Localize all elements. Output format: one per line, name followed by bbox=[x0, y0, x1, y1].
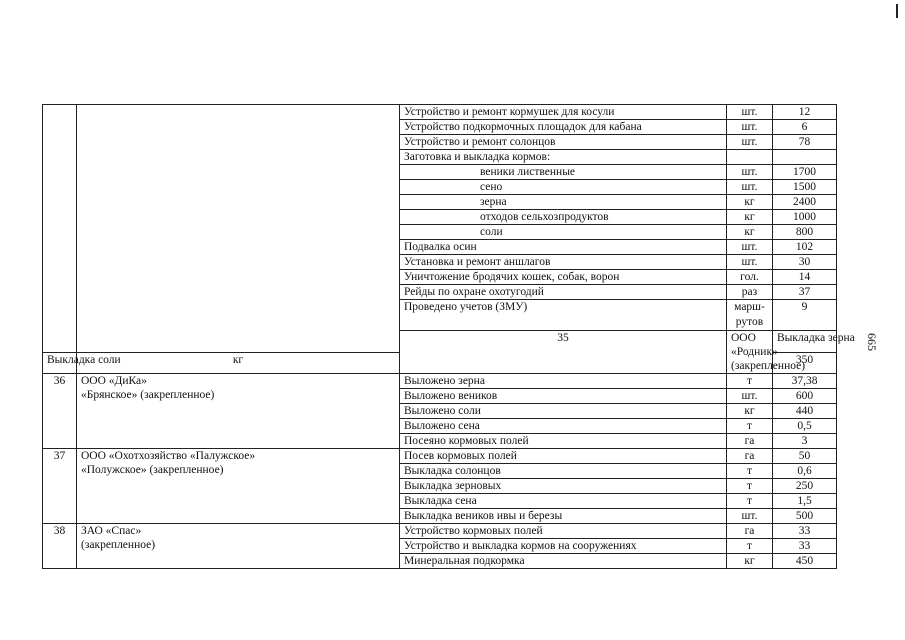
unit-cell: кг bbox=[727, 404, 773, 419]
unit-cell: шт. bbox=[727, 135, 773, 150]
value-cell: 0,6 bbox=[773, 464, 837, 479]
organization-line: ООО «ДиКа» bbox=[81, 375, 147, 387]
organization-line: ООО «Родник» bbox=[731, 332, 778, 358]
unit-cell: т bbox=[727, 479, 773, 494]
organization-cell bbox=[77, 374, 400, 449]
activity-cell: Посев кормовых полей bbox=[400, 449, 727, 464]
value-cell: 37,38 bbox=[773, 374, 837, 389]
value-cell: 1700 bbox=[773, 165, 837, 180]
value-cell: 350 bbox=[773, 352, 837, 374]
unit-cell: кг bbox=[727, 210, 773, 225]
unit-cell: т bbox=[727, 374, 773, 389]
unit-cell: га bbox=[727, 524, 773, 539]
value-cell: 6 bbox=[773, 120, 837, 135]
value-cell bbox=[773, 150, 837, 165]
table-row bbox=[43, 524, 837, 539]
table-row bbox=[43, 449, 837, 464]
value-cell: 12 bbox=[773, 105, 837, 120]
unit-cell: шт. bbox=[727, 255, 773, 270]
activity-cell: отходов сельхозпродуктов bbox=[400, 210, 727, 225]
activity-cell: Устройство и выкладка кормов на сооружениях bbox=[400, 539, 727, 554]
activity-cell: Выложено соли bbox=[400, 404, 727, 419]
value-cell: 50 bbox=[773, 449, 837, 464]
activity-cell: зерна bbox=[400, 195, 727, 210]
activity-cell: Выложено сена bbox=[400, 419, 727, 434]
activity-cell: Выкладка зерна bbox=[773, 331, 837, 353]
activity-cell: Выкладка соли bbox=[43, 352, 77, 374]
value-cell: 600 bbox=[773, 389, 837, 404]
unit-cell: шт. bbox=[727, 180, 773, 195]
unit-cell: шт. bbox=[727, 389, 773, 404]
organization-cell bbox=[77, 524, 400, 569]
activity-cell: Подвалка осин bbox=[400, 240, 727, 255]
value-cell: 33 bbox=[773, 539, 837, 554]
value-cell: 78 bbox=[773, 135, 837, 150]
value-cell: 1500 bbox=[773, 180, 837, 195]
unit-line: рутов bbox=[735, 316, 764, 328]
organization-line: (закрепленное) bbox=[731, 360, 806, 372]
table-row bbox=[43, 105, 837, 120]
unit-line: марш- bbox=[734, 301, 765, 313]
organization-line: «Полужское» (закрепленное) bbox=[81, 464, 224, 476]
unit-cell: шт. bbox=[727, 120, 773, 135]
activity-cell: Минеральная подкормка bbox=[400, 554, 727, 569]
unit-cell bbox=[727, 150, 773, 165]
unit-cell: гол. bbox=[727, 270, 773, 285]
activity-cell: Уничтожение бродячих кошек, собак, ворон bbox=[400, 270, 727, 285]
unit-cell: т bbox=[727, 539, 773, 554]
activity-cell: Выложено веников bbox=[400, 389, 727, 404]
activity-cell: Выкладка солонцов bbox=[400, 464, 727, 479]
unit-cell: шт. bbox=[727, 105, 773, 120]
value-cell: 500 bbox=[773, 509, 837, 524]
unit-cell: га bbox=[727, 449, 773, 464]
unit-cell: шт. bbox=[727, 165, 773, 180]
activity-cell: Проведено учетов (ЗМУ) bbox=[400, 300, 727, 331]
page-edge-mark bbox=[896, 4, 898, 18]
unit-cell: кг bbox=[77, 352, 400, 374]
unit-cell bbox=[727, 300, 773, 331]
activity-cell: Выкладка зерновых bbox=[400, 479, 727, 494]
row-number: 36 bbox=[43, 374, 77, 449]
value-cell: 440 bbox=[773, 404, 837, 419]
unit-cell: т bbox=[727, 419, 773, 434]
unit-cell: раз bbox=[727, 285, 773, 300]
unit-cell: кг bbox=[727, 554, 773, 569]
organization-line: «Брянское» (закрепленное) bbox=[81, 389, 215, 401]
value-cell: 450 bbox=[773, 554, 837, 569]
activity-cell: Заготовка и выкладка кормов: bbox=[400, 150, 727, 165]
organization-cell bbox=[77, 449, 400, 524]
unit-cell: га bbox=[727, 434, 773, 449]
organization-line: ООО «Охотхозяйство «Палужское» bbox=[81, 450, 256, 462]
activity-cell: Рейды по охране охотугодий bbox=[400, 285, 727, 300]
organization-cell bbox=[77, 105, 400, 353]
unit-cell: т bbox=[727, 494, 773, 509]
activity-cell: Установка и ремонт аншлагов bbox=[400, 255, 727, 270]
value-cell: 1000 bbox=[773, 210, 837, 225]
activity-cell: Выложено зерна bbox=[400, 374, 727, 389]
value-cell: 9 bbox=[773, 300, 837, 331]
unit-cell: кг bbox=[727, 195, 773, 210]
unit-cell: т bbox=[727, 464, 773, 479]
value-cell: 30 bbox=[773, 255, 837, 270]
activity-cell: Устройство подкормочных площадок для кабана bbox=[400, 120, 727, 135]
activity-cell: соли bbox=[400, 225, 727, 240]
activity-cell: Устройство и ремонт кормушек для косули bbox=[400, 105, 727, 120]
activity-cell: Посеяно кормовых полей bbox=[400, 434, 727, 449]
value-cell: 250 bbox=[773, 479, 837, 494]
organization-line: (закрепленное) bbox=[81, 539, 156, 551]
activities-table bbox=[42, 104, 855, 569]
unit-cell: шт. bbox=[727, 240, 773, 255]
row-number bbox=[43, 105, 77, 353]
table-row bbox=[43, 374, 837, 389]
row-number: 37 bbox=[43, 449, 77, 524]
unit-cell: шт. bbox=[727, 509, 773, 524]
row-number: 38 bbox=[43, 524, 77, 569]
value-cell: 2400 bbox=[773, 195, 837, 210]
value-cell: 14 bbox=[773, 270, 837, 285]
row-number: 35 bbox=[400, 331, 727, 374]
value-cell: 1,5 bbox=[773, 494, 837, 509]
value-cell: 33 bbox=[773, 524, 837, 539]
activity-cell: сено bbox=[400, 180, 727, 195]
activity-cell: Устройство и ремонт солонцов bbox=[400, 135, 727, 150]
activity-cell: Выкладка сена bbox=[400, 494, 727, 509]
organization-line: ЗАО «Спас» bbox=[81, 525, 142, 537]
value-cell: 0,5 bbox=[773, 419, 837, 434]
value-cell: 102 bbox=[773, 240, 837, 255]
value-cell: 3 bbox=[773, 434, 837, 449]
value-cell: 800 bbox=[773, 225, 837, 240]
activity-cell: Выкладка веников ивы и березы bbox=[400, 509, 727, 524]
value-cell: 37 bbox=[773, 285, 837, 300]
unit-cell: кг bbox=[727, 225, 773, 240]
activity-cell: Устройство кормовых полей bbox=[400, 524, 727, 539]
page-number: 665 bbox=[865, 333, 879, 351]
activity-cell: веники лиственные bbox=[400, 165, 727, 180]
